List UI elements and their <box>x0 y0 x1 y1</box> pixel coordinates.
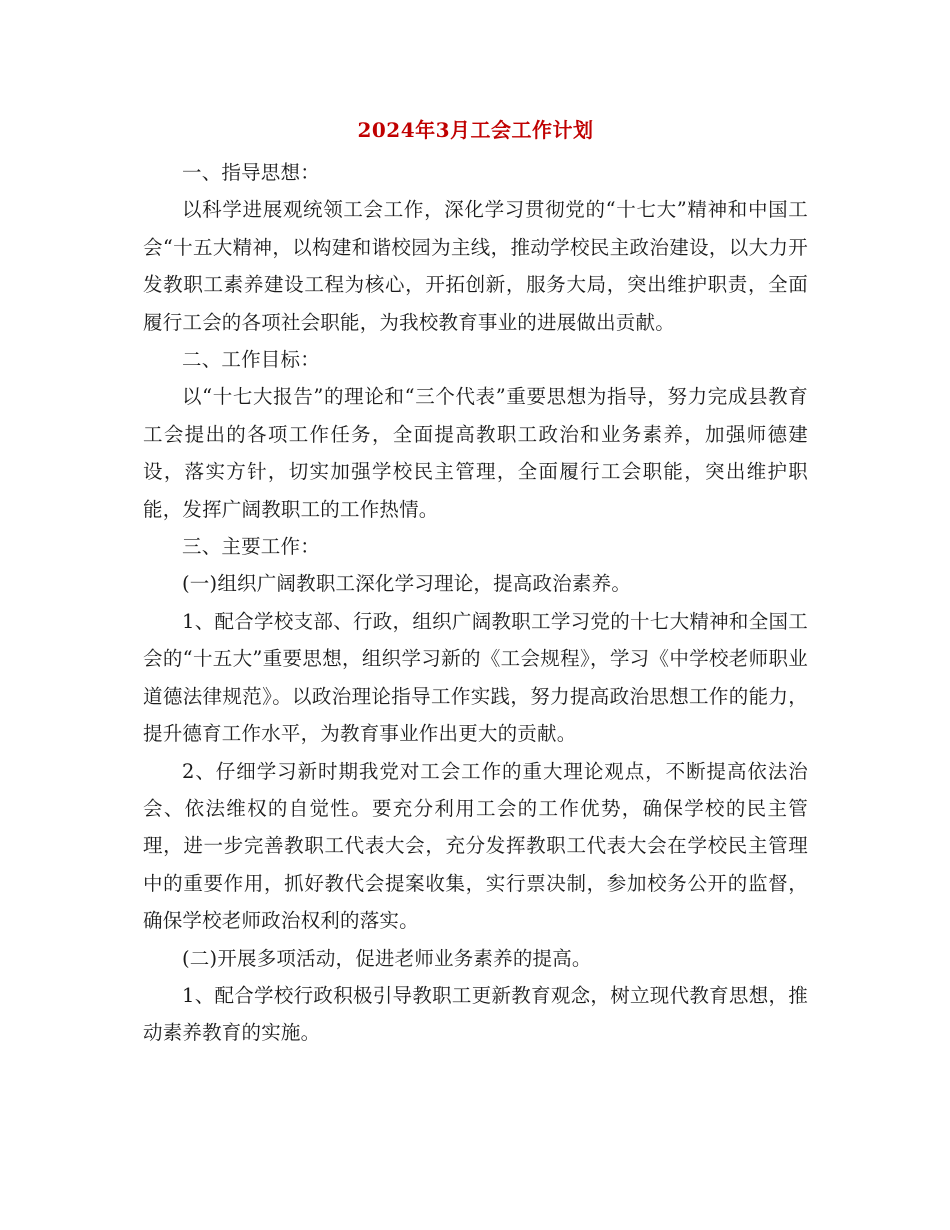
section-heading-guiding-ideology: 一、指导思想： <box>182 161 320 184</box>
paragraph-item-1-2: 2、仔细学习新时期我党对工会工作的重大理论观点，不断提高依法治会、依法维权的自觉性。要充分利用工会的工作优势，确保学校的民主管理，进一步完善教职工代表大会，充分发挥教职工代表大会在学校民主管理中的重要作用，抓好教代会提案收集，实行票决制，参加校务公开的监督，确保学校老师政治权利的落实。 <box>143 759 808 933</box>
subsection-heading-2: (二)开展多项活动，促进老师业务素养的提高。 <box>182 946 592 970</box>
document-title: 2024年3月工会工作计划 <box>357 118 594 142</box>
paragraph-item-2-1: 1、配合学校行政积极引导教职工更新教育观念，树立现代教育思想，推动素养教育的实施。 <box>143 983 808 1045</box>
document-page <box>143 110 808 1052</box>
section-heading-work-goals: 二、工作目标： <box>182 348 320 372</box>
section-heading-main-work: 三、主要工作： <box>182 535 320 559</box>
paragraph-work-goals: 以“十七大报告”的理论和“三个代表”重要思想为指导，努力完成县教育工会提出的各项工作任务，全面提高教职工政治和业务素养，加强师德建设，落实方针，切实加强学校民主管理，全面履行工会职能，突出维护职能，发挥广阔教职工的工作热情。 <box>143 385 808 521</box>
subsection-heading-1: (一)组织广阔教职工深化学习理论，提高政治素养。 <box>182 572 632 596</box>
paragraph-guiding-ideology: 以科学进展观统领工会工作，深化学习贯彻党的“十七大”精神和中国工会“十五大精神，以构建和谐校园为主线，推动学校民主政治建设，以大力开发教职工素养建设工程为核心，开拓创新，服务大局，突出维护职责，全面履行工会的各项社会职能，为我校教育事业的进展做出贡献。 <box>143 198 808 334</box>
paragraph-item-1-1: 1、配合学校支部、行政，组织广阔教职工学习党的十七大精神和全国工会的“十五大”重要思想，组织学习新的《工会规程》，学习《中学校老师职业道德法律规范》。以政治理论指导工作实践，努力提高政治思想工作的能力，提升德育工作水平，为教育事业作出更大的贡献。 <box>143 609 808 746</box>
